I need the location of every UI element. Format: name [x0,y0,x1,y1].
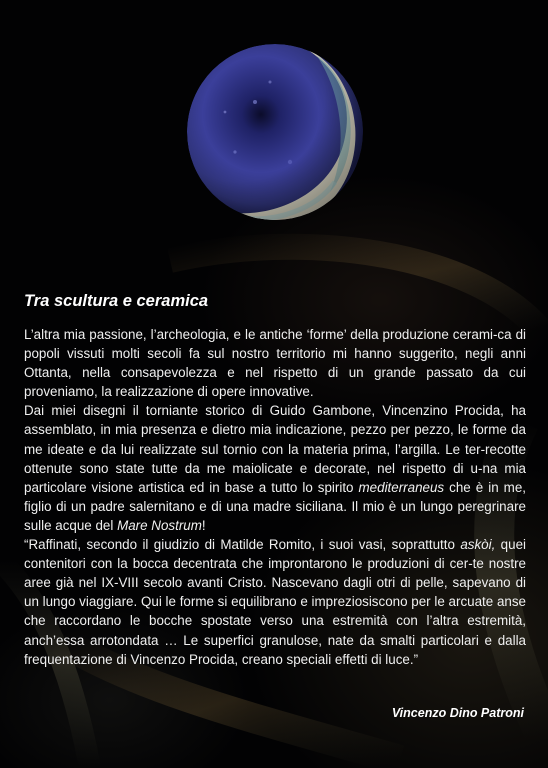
paragraph [24,325,526,401]
italic-term: mediterraneus [358,479,445,495]
italic-term: Mare Nostrum [117,517,202,533]
ceramic-disc-image [185,42,365,222]
italic-term: askòi, [460,537,496,553]
section-title: Tra scultura e ceramica [24,292,209,310]
paragraph [24,401,526,535]
paragraph-text: “Raffinati, secondo il giudizio di Matilde Romito, i suoi vasi, soprattutto [24,537,461,553]
paragraph-text: che è in me, figlio di un padre salernitano e di una madre siciliana. Il mio è un lungo peregrinare sulle acque del [24,479,526,533]
paragraph-text: L’altra mia passione, l’archeologia, e le antiche ‘forme’ della produzione cerami-ca di popoli vissuti molti secoli fa sul nostro territorio mi hanno suggerito, negli anni Ottanta, nella consapevolezza e nel rispetto di un grande passato da cui proveniamo, la realizzazione di opere innovative. [24,327,526,400]
body-text [24,325,526,669]
paragraph-text: ! [201,517,206,533]
paragraph-text: quei contenitori con la bocca decentrata che improntarono le produzioni di cer-te nostre aree già nel IX-VIII secolo avanti Cristo. Nascevano dagli otri di pelle, sapevano di un lungo viaggiare. Qui le forme si equilibrano e impreziosiscono per le arcuate anse che raccordano le bocche spostate verso una estremità con l’altra estremità, anch’essa arrotondata … Le superfici granulose, nate da smalti particolari e dalla frequentazione di Vincenzo Procida, creano speciali effetti di luce.” [24,537,526,667]
author-signature: Vincenzo Dino Patroni [391,706,524,720]
paragraph [24,535,526,669]
paragraph-text: Dai miei disegni il torniante storico di Guido Gambone, Vincenzino Procida, ha assemblato, in mia presenza e dietro mia indicazione, pezzo per pezzo, le forme da me ideate e da lui realizzate sul tornio con la materia prima, l’argilla. Le ter-recotte ottenute sono state tutte da me maiolicate e decorate, nel rispetto di u-na mia particolare visione artistica ed in base a tutto lo spirito [24,403,526,495]
